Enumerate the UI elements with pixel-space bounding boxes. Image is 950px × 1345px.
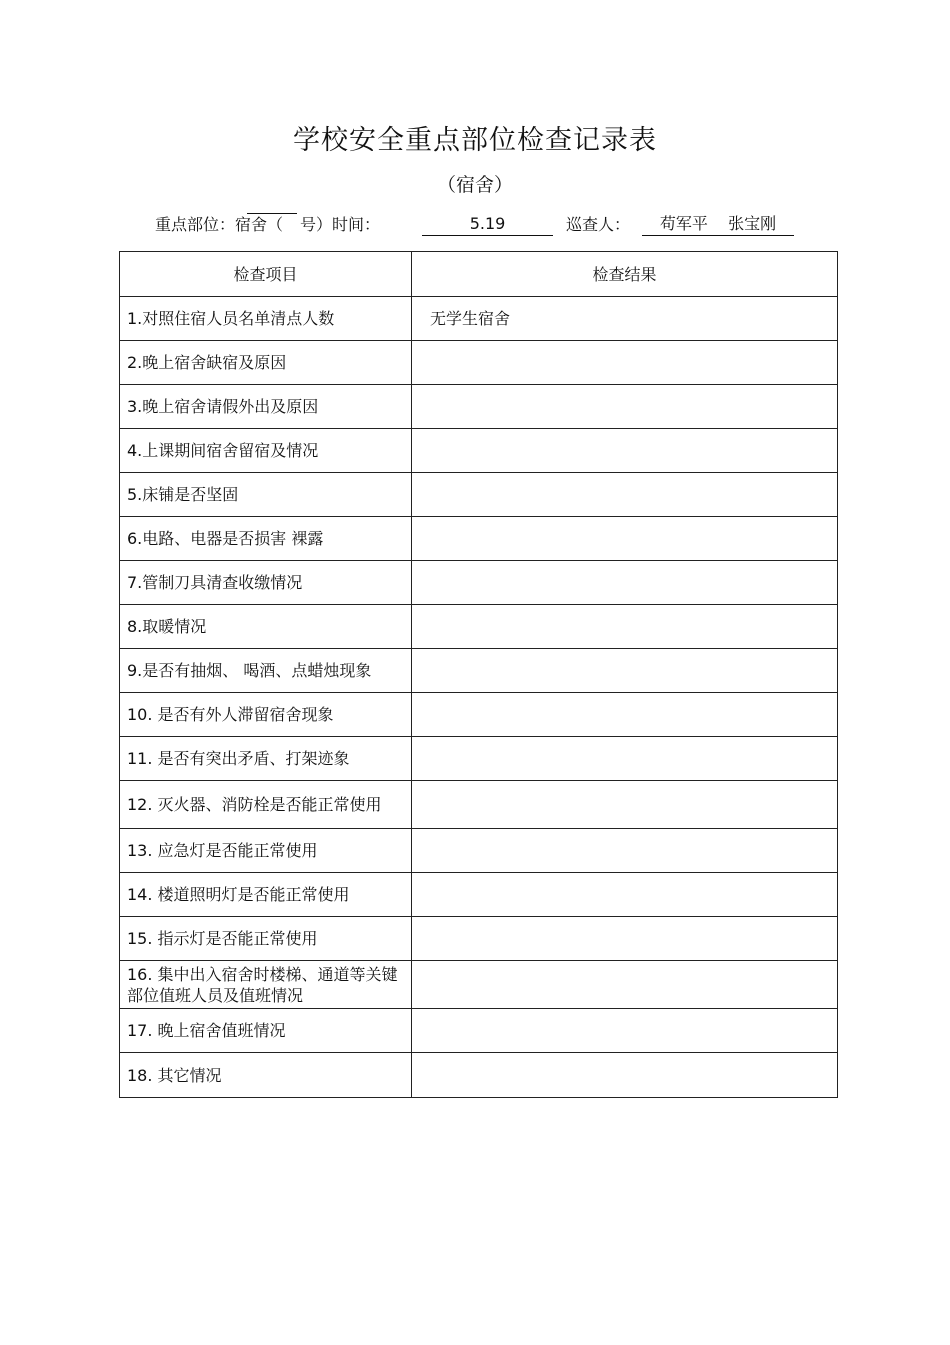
check-item: 7.管制刀具清查收缴情况	[120, 561, 412, 605]
table-row	[120, 1009, 838, 1053]
check-result[interactable]	[412, 917, 838, 961]
table-row	[120, 961, 838, 1009]
check-result[interactable]	[412, 561, 838, 605]
table-header-row	[120, 252, 838, 297]
check-result[interactable]	[412, 781, 838, 829]
inspector-label: 巡查人：	[566, 215, 631, 234]
table-row	[120, 605, 838, 649]
check-item: 14. 楼道照明灯是否能正常使用	[120, 873, 412, 917]
info-line	[0, 212, 950, 238]
location-label: 重点部位：宿舍（	[155, 215, 284, 234]
table-row	[120, 429, 838, 473]
location-suffix: 号）时间：	[300, 215, 381, 234]
page-title: 学校安全重点部位检查记录表	[293, 125, 657, 156]
check-result[interactable]	[412, 341, 838, 385]
check-item: 8.取暖情况	[120, 605, 412, 649]
location-blank[interactable]	[247, 213, 297, 214]
table-row	[120, 341, 838, 385]
check-item: 9.是否有抽烟、 喝酒、点蜡烛现象	[120, 649, 412, 693]
table-row	[120, 473, 838, 517]
header-result: 检查结果	[412, 252, 838, 297]
check-item: 12. 灭火器、消防栓是否能正常使用	[120, 781, 412, 829]
time-value: 5.19	[422, 213, 553, 236]
table-row	[120, 693, 838, 737]
check-result[interactable]	[412, 873, 838, 917]
check-result[interactable]	[412, 649, 838, 693]
inspection-table	[119, 251, 838, 1098]
check-item: 1.对照住宿人员名单清点人数	[120, 297, 412, 341]
check-result[interactable]	[412, 473, 838, 517]
check-result[interactable]	[412, 1053, 838, 1098]
check-item: 10. 是否有外人滞留宿舍现象	[120, 693, 412, 737]
table-row	[120, 517, 838, 561]
table-row	[120, 297, 838, 341]
check-result[interactable]	[412, 385, 838, 429]
table-row	[120, 781, 838, 829]
table-row	[120, 873, 838, 917]
check-item: 3.晚上宿舍请假外出及原因	[120, 385, 412, 429]
check-item: 18. 其它情况	[120, 1053, 412, 1098]
table-row	[120, 917, 838, 961]
check-result[interactable]	[412, 737, 838, 781]
header-item: 检查项目	[120, 252, 412, 297]
check-result[interactable]	[412, 605, 838, 649]
table-row	[120, 561, 838, 605]
check-result[interactable]	[412, 829, 838, 873]
check-result[interactable]	[412, 1009, 838, 1053]
table-row	[120, 829, 838, 873]
check-item: 6.电路、电器是否损害 裸露	[120, 517, 412, 561]
table-row	[120, 649, 838, 693]
check-result[interactable]	[412, 517, 838, 561]
check-item: 17. 晚上宿舍值班情况	[120, 1009, 412, 1053]
table-row	[120, 737, 838, 781]
table-row	[120, 385, 838, 429]
check-item: 2.晚上宿舍缺宿及原因	[120, 341, 412, 385]
check-item: 4.上课期间宿舍留宿及情况	[120, 429, 412, 473]
check-item: 16. 集中出入宿舍时楼梯、通道等关键部位值班人员及值班情况	[120, 961, 412, 1009]
inspectors-value: 苟军平 张宝刚	[642, 213, 794, 236]
check-item: 11. 是否有突出矛盾、打架迹象	[120, 737, 412, 781]
check-item: 5.床铺是否坚固	[120, 473, 412, 517]
page-subtitle: （宿舍）	[436, 174, 513, 196]
table-row	[120, 1053, 838, 1098]
check-result[interactable]: 无学生宿舍	[412, 297, 838, 341]
check-item: 13. 应急灯是否能正常使用	[120, 829, 412, 873]
check-item: 15. 指示灯是否能正常使用	[120, 917, 412, 961]
check-result[interactable]	[412, 693, 838, 737]
check-result[interactable]	[412, 429, 838, 473]
check-result[interactable]	[412, 961, 838, 1009]
